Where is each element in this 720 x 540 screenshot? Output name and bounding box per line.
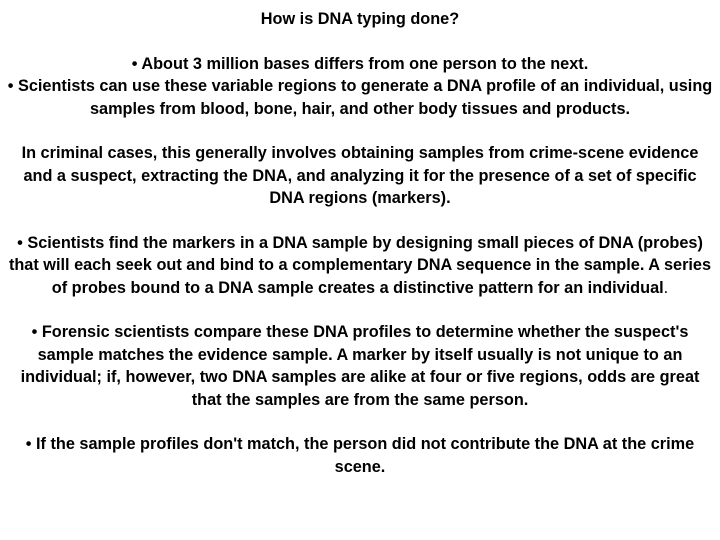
bullet-no-match: • If the sample profiles don't match, the person did not contribute the DNA at the crime scene. <box>25 435 695 476</box>
bullet-bases-differ: • About 3 million bases differs from one person to the next. <box>131 54 589 73</box>
trailing-period: . <box>663 278 669 297</box>
paragraph-criminal-cases <box>6 142 714 210</box>
slide-title: How is DNA typing done? <box>260 10 460 28</box>
paragraph-markers-probes <box>6 232 714 300</box>
paragraph-bases <box>6 53 714 121</box>
bullet-markers-probes: • Scientists find the markers in a DNA sample by designing small pieces of DNA (probes) that will each seek out and bind to a complementary DNA sequence in the sample. A series of probes bound to a DNA sample creates a distinctive pattern for an individual <box>8 233 712 297</box>
paragraph-compare-profiles <box>6 321 714 411</box>
bullet-compare-profiles: • Forensic scientists compare these DNA profiles to determine whether the suspect's sample matches the evidence sample. A marker by itself usually is not unique to an individual; if, however, two DNA samples are alike at four or five regions, odds are great that the samples are from the same person. <box>20 323 700 409</box>
text-criminal-cases: In criminal cases, this generally involves obtaining samples from crime-scene evidence and a suspect, extracting the DNA, and analyzing it for the presence of a set of specific DNA regions (markers). <box>21 144 699 207</box>
paragraph-no-match <box>6 433 714 478</box>
bullet-variable-regions: • Scientists can use these variable regions to generate a DNA profile of an individual, using samples from blood, bone, hair, and other body tissues and products. <box>7 77 713 118</box>
